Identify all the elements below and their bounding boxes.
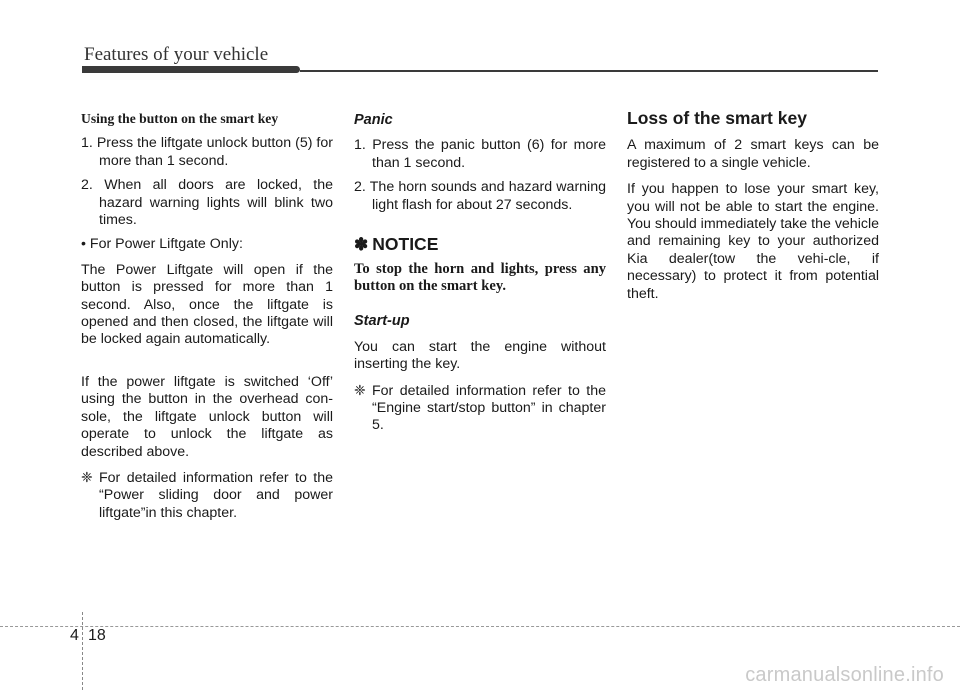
reference-text: For detailed information refer to the “Power sliding door and power liftgate”in this chapter.: [99, 469, 333, 521]
notice-body: To stop the horn and lights, press any button on the smart key.: [354, 261, 606, 295]
page-header-title: Features of your vehicle: [84, 44, 269, 65]
footer-rule: [0, 626, 960, 627]
footer-divider: [82, 612, 83, 690]
smart-key-button-heading: Using the button on the smart key: [81, 111, 279, 126]
chapter-number: 4: [70, 627, 79, 644]
engine-reference-note: [354, 383, 606, 435]
startup-paragraph: You can start the engine without inserting the key.: [354, 338, 606, 373]
reference-icon: ❈: [81, 469, 93, 486]
reference-text: For detailed information refer to the “Engine start/stop button” in chapter 5.: [372, 382, 606, 434]
loss-paragraph-2: If you happen to lose your smart key, you will not be able to start the engine. You should immediately take the vehicle and remaining key to your authorized Kia dealer(tow the vehi-cle, if necessary) to protect it from potential theft.: [627, 181, 879, 302]
panic-heading: Panic: [354, 112, 393, 128]
power-liftgate-paragraph: The Power Liftgate will open if the button is pressed for more than 1 second. Also, once the liftgate is opened and then closed, the liftgate will be locked again automatically.: [81, 261, 333, 348]
panic-step-2: 2. The horn sounds and hazard warning light flash for about 27 seconds.: [354, 179, 606, 213]
reference-note: [81, 470, 333, 522]
page-number: 18: [88, 627, 106, 644]
header-rule-thick: [82, 66, 300, 73]
startup-heading: Start-up: [354, 313, 410, 330]
column-right: [627, 110, 879, 312]
column-middle: [354, 112, 606, 435]
panic-step-1: 1. Press the panic button (6) for more than 1 second.: [354, 137, 606, 171]
notice-label: NOTICE: [372, 234, 439, 255]
notice-icon: ✽: [354, 235, 369, 255]
column-left: [81, 110, 333, 522]
header-rule-thin: [300, 70, 878, 72]
step-1: 1. Press the liftgate unlock button (5) for more than 1 second.: [81, 135, 333, 169]
loss-heading: Loss of the smart key: [627, 108, 807, 128]
overhead-console-paragraph: If the power liftgate is switched ‘Off’ using the button in the overhead con-sole, the liftgate unlock button will operate to unlock the liftgate as described above.: [81, 373, 333, 460]
step-2: 2. When all doors are locked, the hazard warning lights will blink two times.: [81, 177, 333, 229]
reference-icon: ❈: [354, 382, 366, 399]
notice-heading: [354, 236, 606, 253]
power-liftgate-bullet: • For Power Liftgate Only:: [81, 236, 243, 253]
watermark: carmanualsonline.info: [745, 664, 944, 686]
loss-paragraph-1: A maximum of 2 smart keys can be registered to a single vehicle.: [627, 137, 879, 171]
